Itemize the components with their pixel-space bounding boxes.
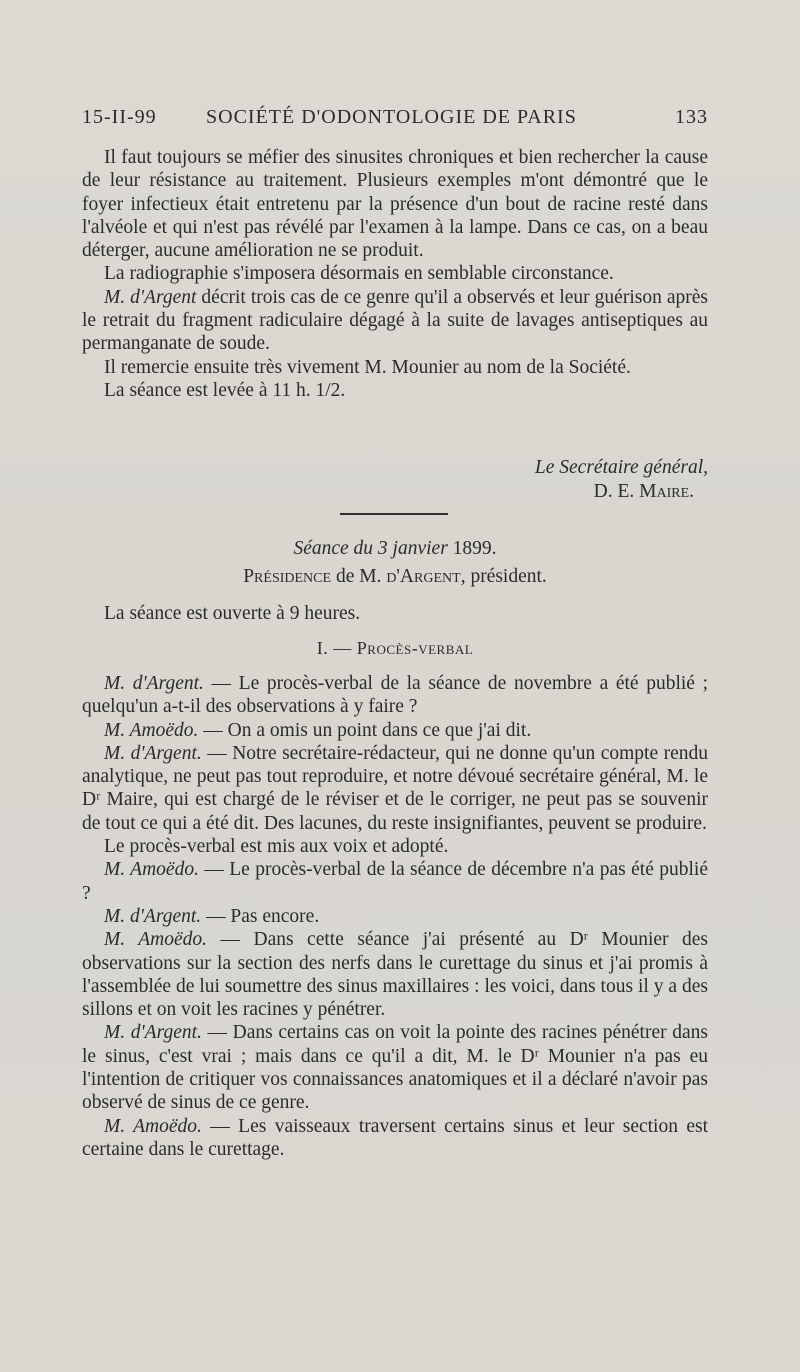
paragraph-text: décrit trois cas de ce genre qu'il a observés et leur guérison après le retrait du fragment radiculaire dégagé à la suite de lavages antiseptiques au permanganate de soude. — [82, 286, 708, 355]
text-block-top — [82, 146, 708, 502]
paragraph-text: — Pas encore. — [201, 905, 320, 927]
dialogue-paragraph — [82, 719, 708, 742]
session-title: Séance du 3 janvier — [293, 538, 448, 559]
dialogue-paragraph — [82, 672, 708, 719]
session-heading — [82, 538, 708, 560]
header-journal-title: SOCIÉTÉ D'ODONTOLOGIE DE PARIS — [206, 106, 577, 128]
president-name: d'Argent — [386, 566, 461, 587]
paragraph-text: — Dans cette séance j'ai présenté au Dʳ Mounier des observations sur la section des nerfs dans le curettage du sinus et j'ai promis à l'assemblée de lui soumettre des sinus maxillaires : les voici, dans tous il y a des sillons et on voit les racines y pénétrer. — [82, 929, 708, 1021]
signature-name: D. E. Maire. — [593, 481, 694, 502]
running-header — [82, 106, 708, 136]
paragraph-text: — On a omis un point dans ce que j'ai dit. — [198, 719, 532, 741]
speaker-name: M. d'Argent — [104, 286, 197, 308]
dialogue-paragraph — [82, 1021, 708, 1114]
paragraph: La séance est levée à 11 h. 1/2. — [104, 379, 346, 401]
paragraph-text: — Les vaisseaux traversent certains sinus et leur section est certaine dans le curettage. — [82, 1115, 708, 1160]
section-divider — [340, 513, 448, 515]
section-heading: I. — Procès-verbal — [316, 638, 474, 658]
page-number: 133 — [675, 106, 708, 128]
opening-line: La séance est ouverte à 9 heures. — [104, 603, 361, 624]
paragraph — [82, 286, 708, 356]
paragraph-text: — Notre secrétaire-rédacteur, qui ne donne qu'un compte rendu analytique, ne peut pas tout reproduire, et notre dévoué secrétaire général, M. le Dʳ Maire, qui est chargé de le réviser et de le corriger, ne peut pas se souvenir de tout ce qui a été dit. Des lacunes, du reste insignifiantes, peuvent se produire. — [82, 742, 709, 834]
paragraph: Il remercie ensuite très vivement M. Mounier au nom de la Société. — [104, 356, 631, 378]
speaker-name: M. Amoëdo. — [104, 719, 199, 741]
dialogue-paragraph — [82, 928, 708, 1021]
president-role: , président. — [460, 566, 547, 587]
dialogue-block — [82, 672, 708, 1161]
paragraph: La radiographie s'imposera désormais en semblable circonstance. — [104, 263, 614, 285]
dialogue-paragraph — [82, 835, 708, 858]
speaker-name: M. d'Argent. — [104, 1022, 202, 1044]
speaker-name: M. d'Argent. — [104, 742, 202, 764]
paragraph-text: — Le procès-verbal de la séance de novembre a été publié ; quelqu'un a-t-il des observations à y faire ? — [82, 673, 709, 718]
presidency-label: Présidence — [243, 566, 332, 587]
header-date: 15-II-99 — [82, 106, 157, 128]
speaker-name: M. Amoëdo. — [104, 1115, 202, 1137]
presidency-line — [82, 566, 708, 588]
presidency-of: de M. — [335, 566, 382, 587]
session-year: 1899. — [452, 538, 497, 559]
speaker-name: M. d'Argent. — [104, 905, 202, 927]
dialogue-paragraph — [82, 858, 708, 905]
speaker-name: M. Amoëdo. — [104, 859, 199, 881]
speaker-name: M. Amoëdo. — [104, 929, 208, 951]
dialogue-paragraph — [82, 905, 708, 928]
dialogue-paragraph — [82, 1115, 708, 1162]
dialogue-paragraph — [82, 742, 708, 835]
signature-title: Le Secrétaire général, — [534, 457, 708, 478]
paragraph-text: — Le procès-verbal de la séance de décembre n'a pas été publié ? — [82, 859, 708, 904]
speaker-name: M. d'Argent. — [104, 673, 204, 694]
paragraph: Il faut toujours se méfier des sinusites chroniques et bien rechercher la cause de leur résistance au traitement. Plusieurs exemples m'ont démontré que le foyer infectieux était entretenu par la présence d'un bout de racine resté dans l'alvéole et qui n'est pas révélé par l'examen à la lampe. Dans ce cas, on a beau déterger, aucune amélioration ne se produit. — [82, 147, 708, 262]
paragraph-text: Le procès-verbal est mis aux voix et adopté. — [104, 836, 449, 858]
paragraph-text: — Dans certains cas on voit la pointe des racines pénétrer dans le sinus, c'est vrai ; mais dans ce qu'il a dit, M. le Dʳ Mounier n'a pas eu l'intention de critiquer vos connaissances anatomiques et il a déclaré n'avoir pas observé de sinus de ce genre. — [82, 1022, 708, 1114]
